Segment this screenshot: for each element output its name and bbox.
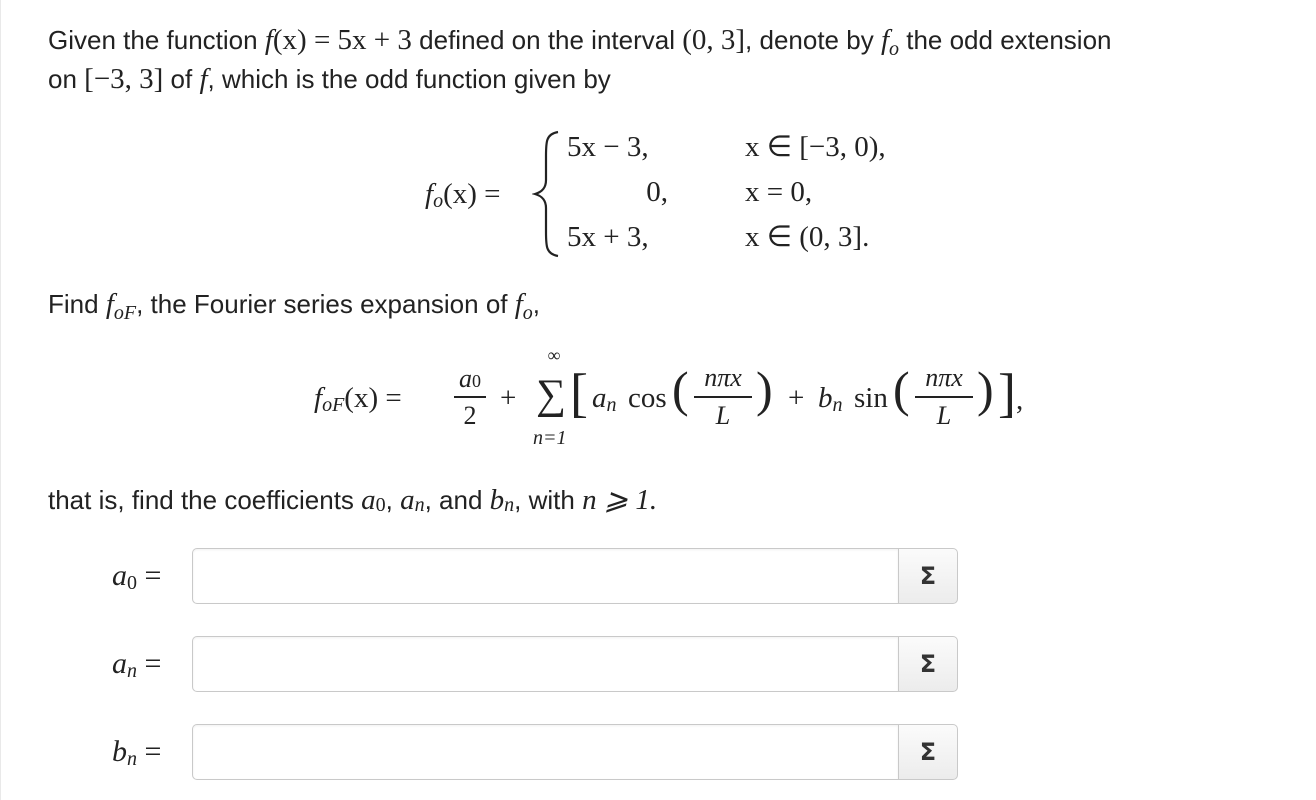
intro-text: the odd extension [899,25,1112,55]
sum-lower-limit: n=1 [533,427,567,449]
sin-frac-numerator: nπx [925,363,963,392]
piecewise-lhs [425,172,500,219]
case-2-expr: 0, [646,176,668,208]
coeff-text: that is, find the coefficients [48,485,362,515]
plus-sign-2: + [788,382,805,414]
cos-fraction-line [694,396,752,398]
cos-frac-denominator: L [715,401,731,430]
sigma-icon: Σ [919,650,937,678]
left-brace-icon [532,130,562,258]
sigma-icon: Σ [919,738,937,766]
function-definition: = 5x + 3 [306,24,412,56]
plus-sign: + [500,382,517,414]
a0-equation-editor-button[interactable] [898,548,958,604]
intro-text: Given the function [48,25,265,55]
find-text: Find [48,289,106,319]
a0-input[interactable] [192,548,898,604]
an-input[interactable] [192,636,898,692]
odd-f: f [514,288,523,320]
find-text: , [532,289,541,319]
intro-line-2 [48,62,611,96]
intro-text: of [163,64,200,94]
sigma-icon: ∑ [536,372,566,418]
coeff-text: , with [514,485,583,515]
sin-label: sin [854,382,888,414]
intro-line-1 [48,23,1112,60]
an-cos-term: an [592,382,617,416]
coeff-bn: b [489,484,505,516]
intro-text: defined on the interval [411,25,683,55]
right-bracket: ] [998,363,1016,423]
interval: (0, 3] [682,24,746,56]
a0-label: a0 = [112,559,162,594]
sum-upper-limit: ∞ [547,345,561,365]
cos-label: cos [628,382,667,414]
n-condition: n ⩾ 1. [582,484,658,516]
piecewise-subscript: o [433,190,444,212]
odd-subscript: o [522,302,533,324]
bn-sin-term: bn [818,382,843,416]
find-text: , the Fourier series expansion of [136,289,515,319]
sigma-icon: Σ [919,562,937,590]
a0-fraction-line [454,396,486,398]
an-label: an = [112,647,162,682]
bn-label: bn = [112,735,162,770]
bn-equation-editor-button[interactable] [898,724,958,780]
extended-interval: [−3, 3] [84,63,164,95]
intro-text: , denote by [745,25,881,55]
function-f: f [264,24,273,56]
sin-frac-denominator: L [936,401,952,430]
bn-input[interactable] [192,724,898,780]
sin-right-paren: ) [977,361,994,417]
a0-denominator: 2 [463,401,477,430]
case-3-cond: x ∈ (0, 3]. [745,221,870,253]
an-equation-editor-button[interactable] [898,636,958,692]
coefficients-line [48,483,657,520]
piecewise-lhs-rest: (x) = [443,178,501,210]
intro-text: , which is the odd function given by [207,64,611,94]
coeff-a0: a [361,484,376,516]
intro-text: on [48,64,85,94]
coeff-text: , and [424,485,490,515]
cos-right-paren: ) [756,361,773,417]
a0-numerator: a0 [459,364,481,393]
cos-left-paren: ( [672,361,689,417]
left-bracket: [ [570,363,588,423]
odd-extension-f: f [880,24,889,56]
function-arg: (x) [272,24,307,56]
coeff-bn-subscript: n [504,494,515,516]
find-line [48,287,540,324]
coeff-a0-subscript: 0 [375,494,386,516]
coeff-text: , [385,485,401,515]
odd-extension-subscript: o [889,38,899,60]
case-3-expr: 5x + 3, [567,221,649,253]
case-1-expr: 5x − 3, [567,131,649,163]
sin-left-paren: ( [893,361,910,417]
cos-frac-numerator: nπx [704,363,742,392]
formula-comma: , [1016,384,1024,416]
fourier-subscript: oF [113,302,137,324]
coeff-an: a [400,484,415,516]
fourier-lhs: foF(x) = [314,382,402,416]
case-2-cond: x = 0, [745,176,813,208]
fourier-f: f [105,288,114,320]
coeff-an-subscript: n [414,494,425,516]
piecewise-f: f [425,178,434,210]
page-edge [0,0,1,800]
function-f: f [199,63,208,95]
case-1-cond: x ∈ [−3, 0), [745,131,886,163]
sin-fraction-line [915,396,973,398]
